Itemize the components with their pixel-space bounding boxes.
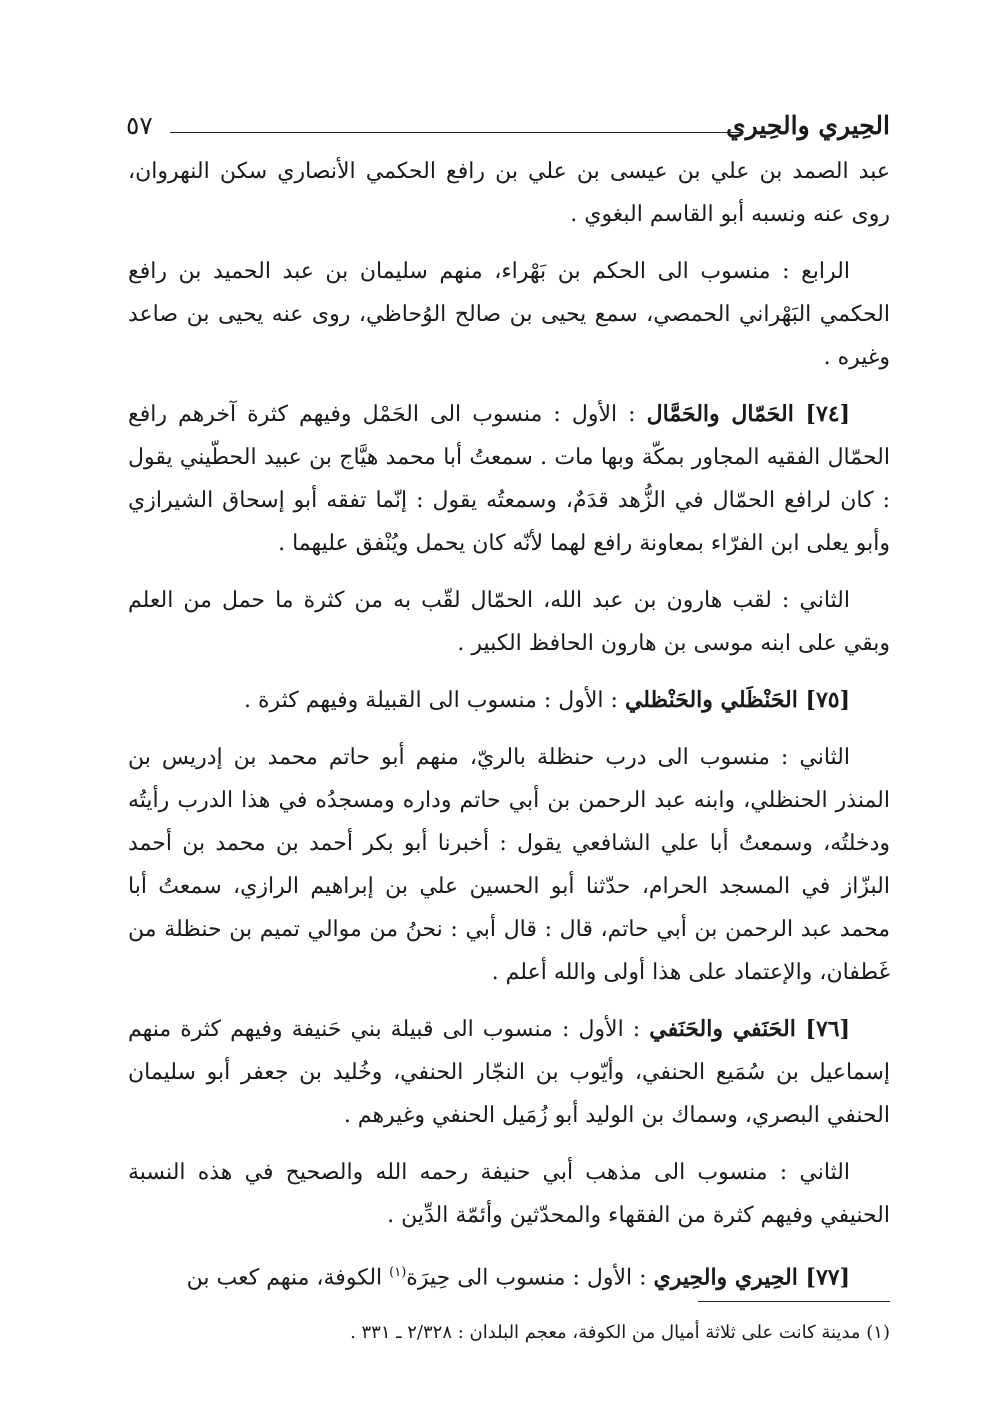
entry-heading: [٧٤] الحَمّال والحَمَّال [646, 401, 850, 427]
header-title: الحِيري والحِيري [718, 108, 890, 144]
entry-77 [128, 1251, 890, 1299]
paragraph-text: : الأول : منسوب الى حِيرَة [406, 1265, 647, 1291]
entry-heading: [٧٥] الحَنْظَلي والحَنْظلي [624, 687, 850, 713]
page-number: ٥٧ [126, 111, 153, 140]
paragraph-text: : الأول : منسوب الى الحَمْل وفيهم كثرة آخرهم رافع الحمّال الفقيه المجاور بمكّة وبها مات . سمعتُ أبا محمد هيَّاج بن عبيد الحطّيني يقول : كان لرافع الحمّال في الزُّهد قدَمٌ، وسمعتُه يقول : إنّما تفقه أبو إسحاق الشيرازي وأبو يعلى ابن الفرّاء بمعاونة رافع لهما لأنّه كان يحمل ويُنْفق عليهما . [128, 402, 890, 556]
paragraph-text: الثاني : منسوب الى مذهب أبي حنيفة رحمه الله والصحيح في هذه النسبة الحنيفي وفيهم كثرة من الفقهاء والمحدّثين وأئمّة الدِّين . [128, 1160, 890, 1228]
paragraph-text: الثاني : منسوب الى درب حنظلة بالريّ، منهم أبو حاتم محمد بن إدريس بن المنذر الحنظلي، وابنه عبد الرحمن بن أبي حاتم وداره ومسجدُه في هذا الدرب رأيتُه ودخلتُه، وسمعتُ أبا علي الشافعي يقول : أخبرنا أبو بكر أحمد بن محمد بن أحمد البزّاز في المسجد الحرام، حدّثنا أبو الحسين علي بن إبراهيم الرازي، سمعتُ أبا محمد عبد الرحمن بن أبي حاتم، قال : قال أبي : نحنُ من موالي تميم بن حنظلة من غَطفان، والإعتماد على هذا أولى والله أعلم . [128, 745, 890, 985]
header-rule [170, 132, 740, 133]
body-text [128, 150, 890, 1313]
footnote-rule [698, 1301, 890, 1302]
paragraph-text: الكوفة، منهم كعب بن [186, 1265, 390, 1291]
entry-heading: [٧٦] الحَنَفي والحَنَفي [649, 1016, 851, 1042]
entry-heading: [٧٧] الحِيري والحِيري [653, 1264, 850, 1291]
paragraph-text: : الأول : منسوب الى قبيلة بني حَنيفة وفيهم كثرة منهم إسماعيل بن سُمَيع الحنفي، وأيّوب بن النجّار الحنفي، وخُليد بن جعفر أبو سليمان الحنفي البصري، وسماك بن الوليد أبو زُمَيل الحنفي وغيرهم . [128, 1017, 890, 1128]
entry-75 [128, 679, 890, 722]
paragraph-text: الثاني : لقب هارون بن عبد الله، الحمّال لقّب به من كثرة ما حمل من العلم وبقي على ابنه موسى بن هارون الحافظ الكبير . [128, 588, 890, 656]
paragraph-text: عبد الصمد بن علي بن عيسى بن علي بن رافع الحكمي الأنصاري سكن النهروان، روى عنه ونسبه أبو القاسم البغوي . [128, 159, 890, 227]
footnote-reference[interactable]: (١) [389, 1265, 407, 1280]
entry-76 [128, 1008, 890, 1137]
paragraph-text: الرابع : منسوب الى الحكم بن بَهْراء، منهم سليمان بن عبد الحميد بن رافع الحكمي البَهْراني الحمصي، سمع يحيى بن صالح الوُحاظي، روى عنه يحيى بن صاعد وغيره . [128, 259, 890, 370]
paragraph [128, 250, 890, 379]
running-header [126, 108, 890, 148]
paragraph [128, 1151, 890, 1237]
paragraph [128, 150, 890, 236]
paragraph [128, 736, 890, 994]
paragraph-text: : الأول : منسوب الى القبيلة وفيهم كثرة . [243, 688, 618, 713]
paragraph [128, 579, 890, 665]
footnote: (١) مدينة كانت على ثلاثة أميال من الكوفة، معجم البلدان : ٢/٣٢٨ ـ ٣٣١ . [350, 1322, 890, 1343]
entry-74 [128, 393, 890, 565]
